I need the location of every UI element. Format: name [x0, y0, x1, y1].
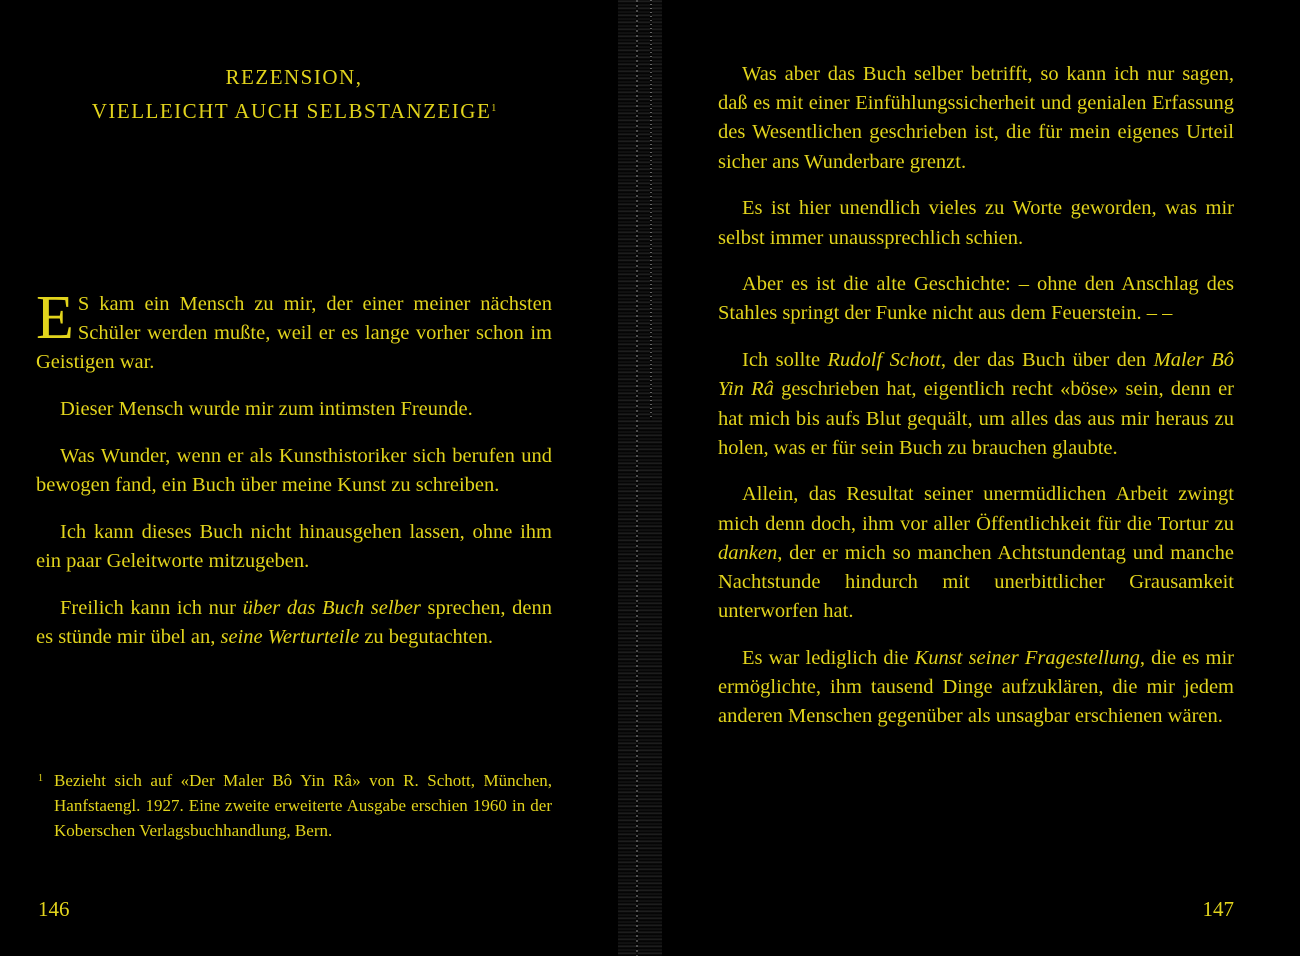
- paragraph: Was Wunder, wenn er als Kunsthistoriker sich berufen und bewogen fand, ein Buch über meine Kunst zu schreiben.: [36, 444, 552, 497]
- right-page: [718, 0, 1234, 956]
- book-gutter: [618, 0, 662, 956]
- title-line-1: REZENSION,: [225, 65, 363, 89]
- right-body-text: [718, 60, 1234, 749]
- paragraph: Es ist hier unendlich vieles zu Worte geworden, was mir selbst immer unaussprechlich schien.: [718, 197, 1234, 249]
- paragraph: [718, 346, 1234, 463]
- text-segment: , der er mich so manchen Achtstundentag und manche Nachtstunde hindurch mit unerbittlicher Grausamkeit unterworfen hat.: [718, 541, 1234, 623]
- footnote: [38, 768, 552, 843]
- title-footnote-mark: 1: [491, 103, 497, 114]
- text-segment: , der das Buch über den: [940, 349, 1154, 372]
- paragraph: [718, 480, 1234, 626]
- chapter-title: [36, 60, 552, 128]
- text-segment: , die es mir ermöglichte, ihm tausend Dinge aufzuklären, die mir jedem anderen Menschen gegenüber als unsagbar erschienen wären.: [718, 646, 1234, 728]
- paragraph: [36, 594, 552, 652]
- paragraph-text: S kam ein Mensch zu mir, der einer meiner nächsten Schüler werden mußte, weil er es lange vorher schon im Geistigen war.: [36, 293, 552, 374]
- footnote-mark: 1: [38, 773, 43, 784]
- page-number-left: 146: [38, 897, 70, 921]
- text-segment: Es war lediglich die: [742, 646, 915, 669]
- left-body-text: [36, 284, 552, 670]
- text-segment: geschrieben hat, eigentlich recht «böse» sein, denn er hat mich bis aufs Blut gequält, um alles das aus mir heraus zu holen, was er für sein Buch zu brauchen glaubte.: [718, 378, 1234, 459]
- left-page: [36, 0, 552, 956]
- text-segment: sprechen, denn es stünde mir übel an,: [36, 596, 552, 648]
- italic-segment: Rudolf Schott: [827, 349, 941, 372]
- text-segment: Ich sollte: [742, 349, 828, 372]
- paragraph: Was aber das Buch selber betrifft, so kann ich nur sagen, daß es mit einer Einfühlungssicherheit und genialen Erfassung des Wesentlichen geschrieben ist, die für mein eigenes Urteil sicher ans Wunderbare grenzt.: [718, 63, 1234, 173]
- page-number-right: 147: [1202, 897, 1234, 921]
- italic-segment: Maler Bô Yin Râ: [718, 349, 1234, 401]
- italic-segment: Kunst seiner Fragestellung: [914, 646, 1140, 669]
- italic-segment: über das Buch selber: [242, 596, 421, 619]
- paragraph: Dieser Mensch wurde mir zum intimsten Freunde.: [60, 398, 473, 421]
- drop-cap: E: [36, 284, 74, 352]
- paragraph: Ich kann dieses Buch nicht hinausgehen lassen, ohne ihm ein paar Geleitworte mitzugeben.: [36, 520, 552, 572]
- gutter-line-secondary: [650, 0, 652, 420]
- footnote-text: Bezieht sich auf «Der Maler Bô Yin Râ» von R. Schott, München, Hanfstaengl. 1927. Eine zweite erweiterte Ausgabe erschien 1960 in der Koberschen Verlagsbuchhandlung, Bern.: [54, 771, 552, 840]
- paragraph: [718, 644, 1234, 732]
- title-line-2: [36, 94, 552, 128]
- text-segment: Allein, das Resultat seiner unermüdlichen Arbeit zwingt mich denn doch, ihm vor aller Öffentlichkeit für die Tortur zu: [718, 483, 1234, 535]
- paragraph: Aber es ist die alte Geschichte: – ohne den Anschlag des Stahles springt der Funke nicht aus dem Feuerstein. – –: [718, 273, 1234, 325]
- italic-segment: seine Werturteile: [220, 625, 360, 648]
- italic-segment: danken: [718, 541, 778, 564]
- gutter-line: [636, 0, 638, 956]
- title-line-2-text: VIELLEICHT AUCH SELBSTANZEIGE: [91, 99, 492, 123]
- text-segment: Freilich kann ich nur: [60, 596, 243, 619]
- text-segment: zu begutachten.: [359, 625, 493, 648]
- paragraph: [36, 284, 552, 378]
